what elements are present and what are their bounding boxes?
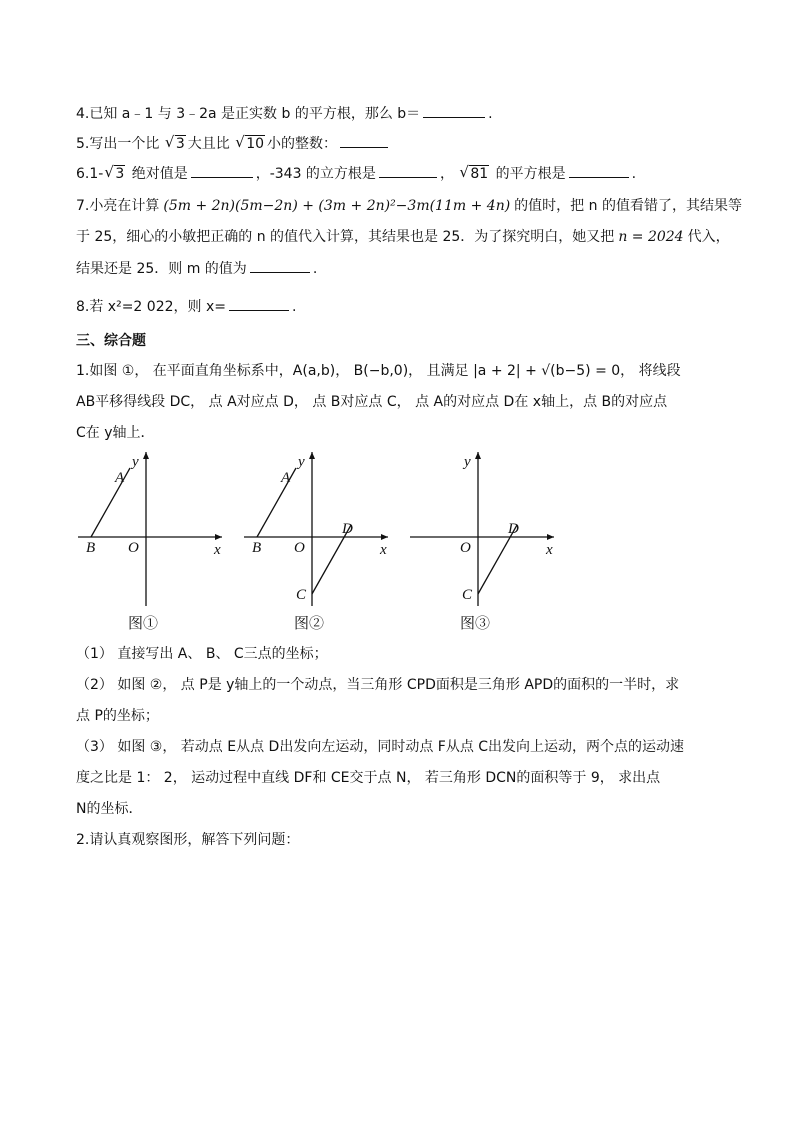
problem-2-line-1: 2.请认真观察图形，解答下列问题： <box>76 832 300 848</box>
q6-blank-3[interactable] <box>569 163 629 178</box>
q6-comma: ， <box>439 166 454 182</box>
subquestion-3-line-2: 度之比是 1： 2， 运动过程中直线 DF和 CE交于点 N， 若三角形 DCN的面积等于 9， 求出点 <box>76 770 661 786</box>
question-7-line-2 <box>76 227 730 247</box>
question-8 <box>76 296 296 317</box>
q7-period: . <box>312 261 318 277</box>
fig3-label-O: O <box>460 540 471 556</box>
fig1-label-y: y <box>132 454 139 470</box>
q6-text: 6.1- <box>76 166 104 182</box>
section-heading: 三、综合题 <box>76 333 146 349</box>
q7-n-value: n = 2024 <box>618 229 684 245</box>
subquestion-2-line-1: （2） 如图 ②， 点 P是 y轴上的一个动点，当三角形 CPD面积是三角形 APD的面积的一半时，求 <box>76 677 680 693</box>
fig3-label-x: x <box>546 542 553 558</box>
subquestion-3-line-1: （3） 如图 ③， 若动点 E从点 D出发向左运动，同时动点 F从点 C出发向上运动，两个点的运动速 <box>76 739 685 755</box>
fig1-y-arrow <box>143 452 149 459</box>
q7-text-2: 的值时，把 n 的值看错了，其结果等 <box>514 198 742 214</box>
q5-text: 5.写出一个比 <box>76 136 160 152</box>
fig2-x-arrow <box>381 534 388 540</box>
problem-1-line-1: 1.如图 ①， 在平面直角坐标系中，A(a,b)， B(−b,0)， 且满足 |a + 2| + √(b−5) = 0， 将线段 <box>76 363 681 379</box>
fig3-label-y: y <box>464 454 471 470</box>
fig2-label-O: O <box>294 540 305 556</box>
figure-panel <box>70 448 570 638</box>
q6-period: . <box>631 166 637 182</box>
question-7-line-3 <box>76 258 317 279</box>
fig3-caption: 图③ <box>460 616 491 632</box>
q8-blank[interactable] <box>229 296 289 311</box>
fig2-caption: 图② <box>294 616 325 632</box>
problem-1-line-3: C在 y轴上． <box>76 425 155 441</box>
question-6 <box>76 163 636 184</box>
q5-mid: 大且比 <box>187 136 230 152</box>
q8-text: 8.若 x²=2 022，则 x= <box>76 299 226 315</box>
q6-blank-2[interactable] <box>379 163 437 178</box>
problem-1-line-2: AB平移得线段 DC， 点 A对应点 D， 点 B对应点 C， 点 A的对应点 D在 x轴上，点 B的对应点 <box>76 394 668 410</box>
q6-blank-1[interactable] <box>191 163 253 178</box>
q7-text-5: 结果还是 25．则 m 的值为 <box>76 261 247 277</box>
q7-text-3: 于 25，细心的小敏把正确的 n 的值代入计算，其结果也是 25．为了探究明白，她又把 <box>76 229 615 245</box>
question-4 <box>76 103 493 124</box>
q8-period: . <box>291 299 297 315</box>
fig2-label-A: A <box>281 470 291 486</box>
fig3-label-D: D <box>508 521 519 537</box>
q7-text-4: 代入， <box>687 229 730 245</box>
q7-blank[interactable] <box>250 258 310 273</box>
q7-text-1: 7.小亮在计算 <box>76 198 160 214</box>
q4-blank[interactable] <box>423 103 485 118</box>
q5-blank[interactable] <box>340 133 388 148</box>
fig2-label-y: y <box>298 454 305 470</box>
fig3-x-arrow <box>547 534 554 540</box>
sqrt-3: √ 3 <box>166 134 186 154</box>
sqrt-10: √ 10 <box>236 134 265 154</box>
fig2-label-D: D <box>342 521 353 537</box>
sqrt-81: √ 81 <box>460 164 489 184</box>
q4-text: 4.已知 a﹣1 与 3﹣2a 是正实数 b 的平方根，那么 b＝ <box>76 106 421 122</box>
sqrt-3b: √ 3 <box>105 164 125 184</box>
fig1-label-B: B <box>86 540 96 556</box>
fig2-label-B: B <box>252 540 262 556</box>
subquestion-3-line-3: N的坐标． <box>76 801 143 817</box>
fig3-label-C: C <box>462 587 473 603</box>
fig2-y-arrow <box>309 452 315 459</box>
subquestion-2-line-2: 点 P的坐标； <box>76 708 159 724</box>
q5-post: 小的整数： <box>267 136 338 152</box>
fig1-caption: 图① <box>128 616 159 632</box>
q6-square-text: 的平方根是 <box>491 166 566 182</box>
fig1-label-A: A <box>115 470 125 486</box>
q7-expression: (5m + 2n)(5m−2n) + (3m + 2n)²−3m(11m + 4n) <box>163 198 511 214</box>
fig2-label-x: x <box>380 542 387 558</box>
fig2-label-C: C <box>296 587 307 603</box>
subquestion-1: （1） 直接写出 A、 B、 C三点的坐标； <box>76 646 328 662</box>
q4-suffix: . <box>488 106 493 122</box>
fig1-label-x: x <box>214 542 221 558</box>
fig1-x-arrow <box>215 534 222 540</box>
q6-cube-text: ，-343 的立方根是 <box>255 166 376 182</box>
fig1-label-O: O <box>128 540 139 556</box>
fig3-y-arrow <box>475 452 481 459</box>
q6-abs-text: 绝对值是 <box>127 166 188 182</box>
question-7-line-1 <box>76 196 742 216</box>
question-5 <box>76 133 391 154</box>
